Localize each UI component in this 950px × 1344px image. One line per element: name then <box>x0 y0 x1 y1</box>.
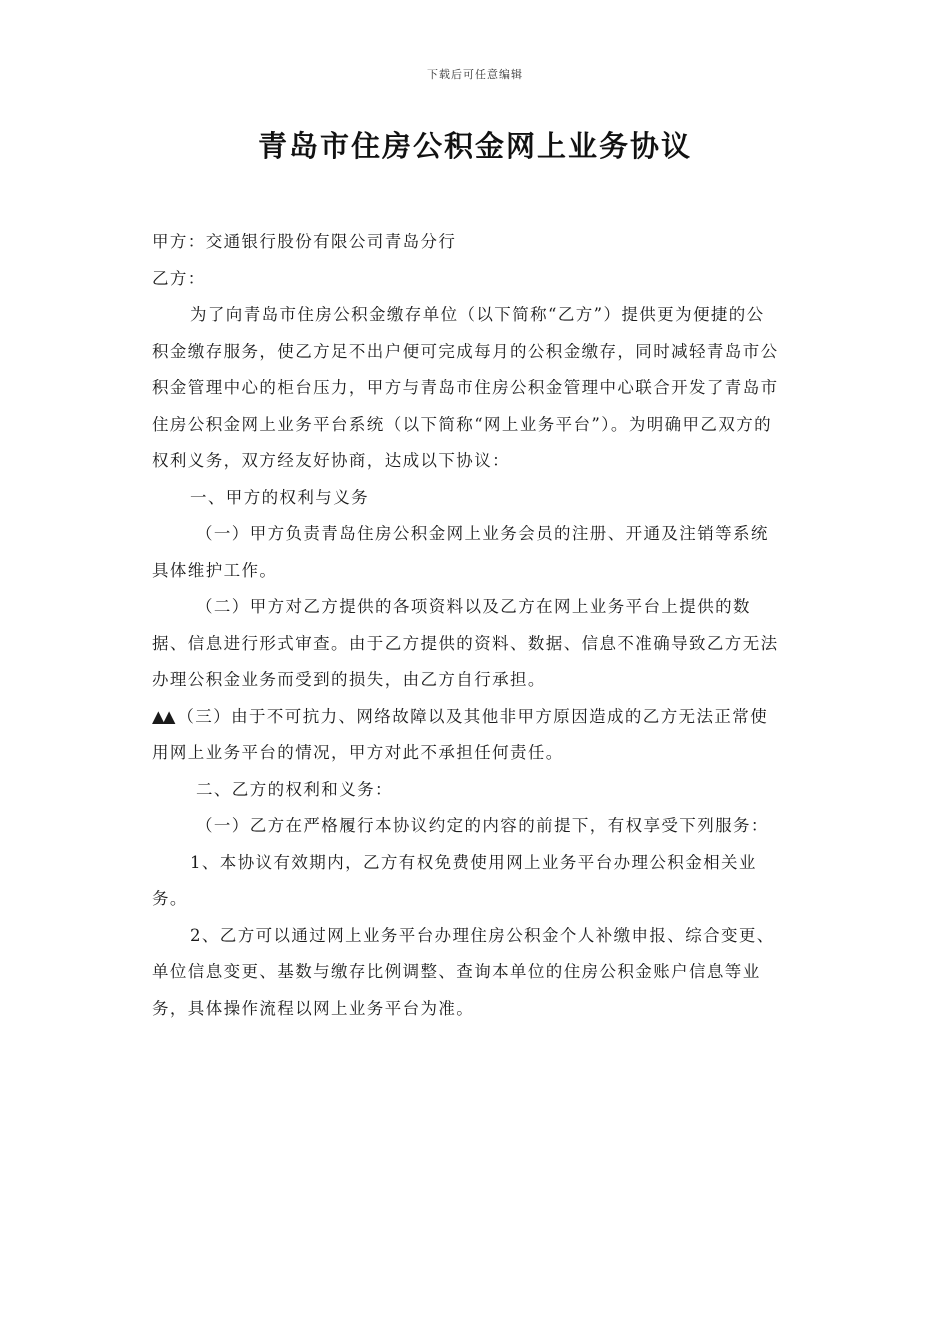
intro-paragraph: 为了向青岛市住房公积金缴存单位（以下简称“乙方”）提供更为便捷的公积金缴存服务，使乙方足不出户便可完成每月的公积金缴存，同时减轻青岛市公积金管理中心的柜台压力，甲方与青岛市住房公积金管理中心联合开发了青岛市住房公积金网上业务平台系统（以下简称“网上业务平台”）。为明确甲乙双方的权利义务，双方经友好协商，达成以下协议： <box>152 305 779 470</box>
section-1-item-3: （三）由于不可抗力、网络故障以及其他非甲方原因造成的乙方无法正常使用网上业务平台的情况，甲方对此不承担任何责任。 <box>152 706 769 762</box>
section-1-item-3-paragraph <box>152 699 782 772</box>
party-b: 乙方： <box>152 268 206 288</box>
section-1-item-2: （二）甲方对乙方提供的各项资料以及乙方在网上业务平台上提供的数据、信息进行形式审查。由于乙方提供的资料、数据、信息不准确导致乙方无法办理公积金业务而受到的损失，由乙方自行承担。 <box>152 597 779 689</box>
triangle-marks: ▲▲ <box>152 706 174 726</box>
section-2-point-2: 2、乙方可以通过网上业务平台办理住房公积金个人补缴申报、综合变更、单位信息变更、基数与缴存比例调整、查询本单位的住房公积金账户信息等业务，具体操作流程以网上业务平台为准。 <box>152 925 775 1018</box>
section-2-heading: 二、乙方的权利和义务： <box>196 779 393 799</box>
section-2-item-1: （一）乙方在严格履行本协议约定的内容的前提下，有权享受下列服务： <box>196 816 769 835</box>
section-2-point-1: 1、本协议有效期内，乙方有权免费使用网上业务平台办理公积金相关业务。 <box>152 852 757 908</box>
header-note: 下载后可任意编辑 <box>427 68 523 81</box>
document-body <box>152 224 782 1027</box>
section-1-item-1: （一）甲方负责青岛住房公积金网上业务会员的注册、开通及注销等系统具体维护工作。 <box>152 524 769 580</box>
party-a: 甲方：交通银行股份有限公司青岛分行 <box>152 232 457 251</box>
section-1-heading: 一、甲方的权利与义务 <box>190 487 369 507</box>
document-title: 青岛市住房公积金网上业务协议 <box>257 129 692 163</box>
